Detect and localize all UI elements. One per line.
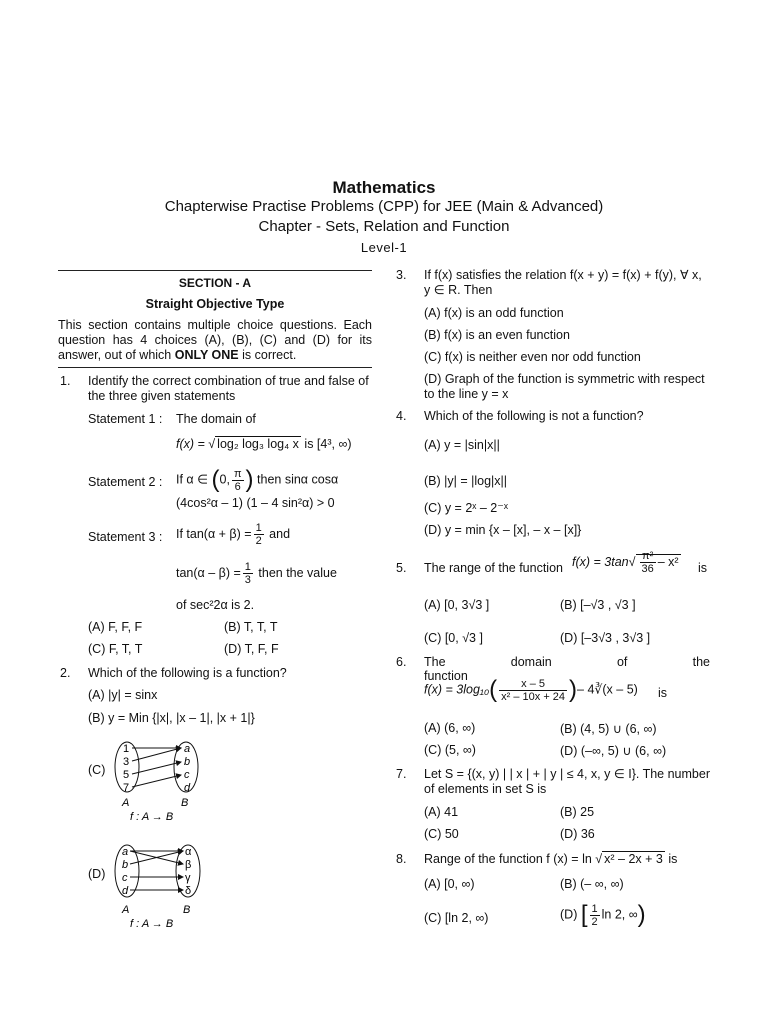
c-right-a: a [184, 743, 191, 755]
q2-text: Which of the following is a function? [88, 666, 287, 680]
q3-option-b: (B) f(x) is an even function [424, 328, 570, 342]
q4-option-d: (D) y = min {x – [x], – x – [x]} [424, 523, 582, 537]
q6-option-c: (C) (5, ∞) [424, 743, 476, 757]
q6-option-d: (D) (–∞, 5) ∪ (6, ∞) [560, 744, 667, 758]
c-caption: f : A → B [130, 811, 174, 823]
c-left-7: 7 [123, 782, 130, 794]
q1-s1-text: The domain of [176, 412, 256, 426]
d-left-c: c [122, 872, 128, 884]
q5-is: is [698, 561, 708, 575]
q5-number: 5. [396, 561, 407, 575]
q1-s1-formula: f(x) = √ log₂ log₃ log₄ x is [4³, ∞) [176, 437, 352, 451]
d-left-a: a [122, 846, 129, 858]
q3-text: If f(x) satisfies the relation f(x + y) = f(x) + f(y), ∀ x, y ∈ R. Then [424, 268, 702, 297]
q6-formula: f(x) = 3log₁₀( $\frac{x - 5}{\text{x² – 10x + 24}}$ )– 4∛(x – 5) [424, 676, 638, 703]
section-instructions: This section contains multiple choice questions. Each question has 4 choices (A), (B), (C) and (D) for its answer, out of which ONLY ONE is correct. [58, 318, 372, 362]
q5-text: The range of the function [424, 561, 563, 575]
page-subtitle: Chapterwise Practise Problems (CPP) for JEE (Main & Advanced) [164, 198, 604, 215]
q8-option-c: (C) [ln 2, ∞) [424, 911, 489, 925]
q3-option-a: (A) f(x) is an odd function [424, 306, 564, 320]
page-title: Mathematics [332, 178, 436, 197]
q7-option-d: (D) 36 [560, 827, 595, 841]
q4-option-a: (A) y = |sin|x|| [424, 438, 500, 452]
c-set-b: B [181, 797, 189, 809]
q8-option-b: (B) (– ∞, ∞) [560, 877, 624, 891]
q1-s3-formula: If tan(α + β) = $\frac{1}{2}$ and [176, 522, 291, 547]
q4-text: Which of the following is not a function? [424, 409, 644, 423]
q2-mapping-diagram-c [108, 740, 218, 825]
q4-option-b: (B) |y| = |log|x|| [424, 474, 508, 488]
q2-option-c-label: (C) [88, 763, 106, 777]
q1-s2-line2: (4cos²α – 1) (1 – 4 sin²α) > 0 [176, 496, 335, 510]
q1-s3-formula-2: tan(α – β) = $\frac{1}{3}$ then the value [176, 561, 337, 586]
d-caption: f : A → B [130, 918, 174, 930]
q2-option-a: (A) |y| = sinx [88, 688, 158, 702]
q1-s2-label: Statement 2 : [88, 475, 163, 489]
q8-number: 8. [396, 852, 407, 866]
section-type: Straight Objective Type [145, 297, 285, 311]
q6-option-b: (B) (4, 5) ∪ (6, ∞) [560, 722, 657, 736]
section-rule-top [58, 270, 372, 271]
d-left-d: d [122, 885, 129, 897]
q1-s3-line3: of sec²2α is 2. [176, 598, 255, 612]
q1-text: Identify the correct combination of true and false of the three given statements [88, 374, 369, 403]
q7-text: Let S = {(x, y) | | x | + | y | ≤ 4, x, y ∈ I}. The number of elements in set S is [424, 767, 710, 796]
q5-option-d: (D) [–3√3 , 3√3 ] [560, 631, 651, 645]
q1-s3-label: Statement 3 : [88, 530, 163, 544]
q8-option-d: (D) [ $\frac{1}{2}$ ln 2, ∞) [560, 901, 646, 928]
q7-number: 7. [396, 767, 407, 781]
q8-text: Range of the function f (x) = ln √ x² – 2x + 3 is [424, 852, 678, 866]
c-set-a: A [122, 797, 130, 809]
section-title: SECTION - A [178, 276, 252, 290]
q7-option-a: (A) 41 [424, 805, 459, 819]
q1-option-a: (A) F, F, F [88, 620, 143, 634]
q6-is: is [658, 686, 668, 700]
c-left-1: 1 [123, 743, 130, 755]
q7-option-c: (C) 50 [424, 827, 459, 841]
d-set-b: B [183, 904, 191, 916]
q1-option-d: (D) T, F, F [224, 642, 279, 656]
q1-number: 1. [60, 374, 71, 388]
q6-number: 6. [396, 655, 407, 669]
q7-option-b: (B) 25 [560, 805, 595, 819]
c-right-b: b [184, 756, 191, 768]
c-left-3: 3 [123, 756, 130, 768]
q1-s2-formula: If α ∈ (0, $\frac{\pi}{6}$ ) then sinα cosα [176, 466, 339, 493]
q4-option-c: (C) y = 2ˣ – 2⁻ˣ [424, 501, 508, 515]
q5-option-a: (A) [0, 3√3 ] [424, 598, 490, 612]
q1-option-b: (B) T, T, T [224, 620, 278, 634]
q2-mapping-diagram-d [108, 843, 218, 931]
d-right-alpha: α [185, 846, 192, 858]
q4-number: 4. [396, 409, 407, 423]
d-right-beta: β [185, 859, 192, 871]
d-right-gamma: γ [185, 872, 191, 884]
q2-option-b: (B) y = Min {|x|, |x – 1|, |x + 1|} [88, 711, 255, 725]
level-label: Level-1 [360, 240, 408, 255]
q3-number: 3. [396, 268, 407, 282]
q8-option-a: (A) [0, ∞) [424, 877, 475, 891]
q6-text: The domain of the function [424, 655, 710, 683]
q1-option-c: (C) F, T, T [88, 642, 143, 656]
chapter-title: Chapter - Sets, Relation and Function [258, 218, 510, 235]
d-set-a: A [122, 904, 130, 916]
q5-formula: f(x) = 3tan√ $\frac{\text{π²}}{36}$ – x² [572, 550, 679, 575]
d-left-b: b [122, 859, 129, 871]
q5-option-b: (B) [–√3 , √3 ] [560, 598, 636, 612]
q5-option-c: (C) [0, √3 ] [424, 631, 483, 645]
c-right-c: c [184, 769, 190, 781]
q2-number: 2. [60, 666, 71, 680]
q3-option-d: (D) Graph of the function is symmetric with respect to the line y = x [424, 372, 705, 401]
q3-option-c: (C) f(x) is neither even nor odd function [424, 350, 641, 364]
q1-s1-label: Statement 1 : [88, 412, 163, 426]
section-rule-bottom [58, 367, 372, 368]
q6-option-a: (A) (6, ∞) [424, 721, 476, 735]
c-left-5: 5 [123, 769, 130, 781]
c-right-d: d [184, 782, 191, 794]
q2-option-d-label: (D) [88, 867, 106, 881]
d-right-delta: δ [185, 885, 192, 897]
